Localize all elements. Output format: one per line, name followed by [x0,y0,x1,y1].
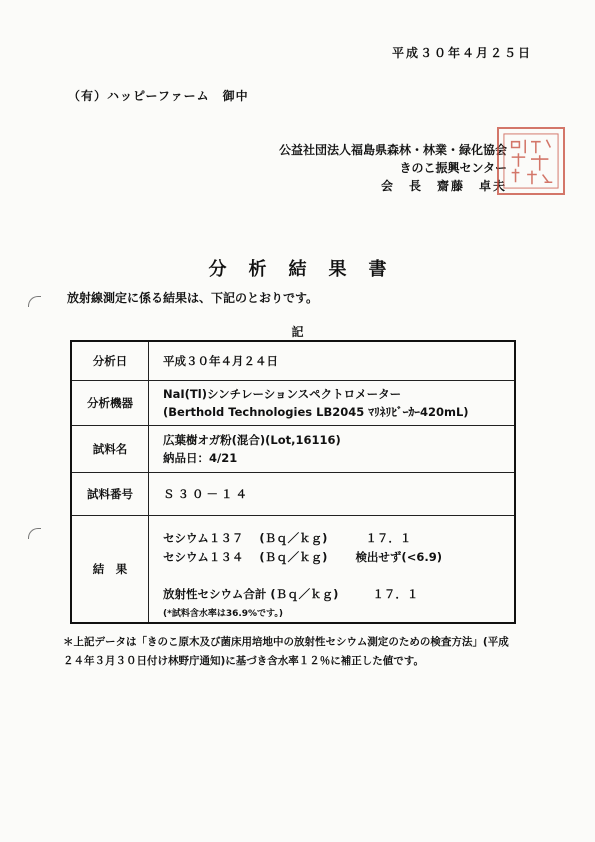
sample-number-label: 試料番号 [71,473,149,516]
intro-text: 放射線測定に係る結果は、下記のとおりです。 [67,291,319,305]
footnote-line-1: ＊上記データは「きのこ原木及び菌床用培地中の放射性セシウム測定のための検査方法」(平成 [63,636,509,648]
results-value [149,516,516,624]
cs137-line [163,530,411,546]
cs134-name: セシウム１３４ [163,550,244,564]
sample-number-value: Ｓ３０－１４ [149,473,516,516]
issuer-department: きのこ振興センター [399,161,507,175]
cs134-value: 検出せず(<6.9) [355,550,442,564]
instrument-label: 分析機器 [71,381,149,426]
cs137-unit: (Ｂｑ／ｋｇ) [259,531,328,545]
cs137-name: セシウム１３７ [163,531,244,545]
moisture-note: (*試料含水率は36.9%です。) [163,609,283,619]
sample-value [149,426,516,473]
ki-heading: 記 [291,325,304,339]
table-row [71,381,515,426]
cs134-unit: (Ｂｑ／ｋｇ) [259,550,328,564]
official-seal-stamp [497,127,565,195]
table-row [71,426,515,473]
table-row [71,516,515,624]
instrument-line-2: (Berthold Technologies LB2045 ﾏﾘﾈﾘﾋﾞｰｶｰ420mL) [163,405,469,419]
document-title: 分析結果書 [208,259,409,280]
issuer-organization: 公益社団法人福島県森林・林業・緑化協会 [278,143,507,157]
total-unit: (Ｂｑ／ｋｇ) [270,587,339,601]
issue-date: 平成３０年４月２５日 [392,46,533,60]
total-line [163,586,418,602]
table-row [71,341,515,381]
sample-label: 試料名 [71,426,149,473]
table-row [71,473,515,516]
instrument-line-1: NaI(Tl)シンチレーションスペクトロメーター [163,387,402,401]
analysis-date-label: 分析日 [71,341,149,381]
total-name: 放射性セシウム合計 [163,587,267,601]
issuer-representative: 会 長 齋藤 卓夫 [380,179,507,193]
punch-hole-mark [28,296,41,307]
addressee: （有）ハッピーファーム 御中 [68,89,249,103]
results-label: 結 果 [71,516,149,624]
sample-line-1: 広葉樹オガ粉(混合)(Lot,16116) [163,433,341,447]
cs137-value: １７．１ [365,531,412,545]
sample-line-2: 納品日：4/21 [163,451,238,465]
seal-pattern-icon [501,132,561,190]
results-table [70,340,516,624]
punch-hole-mark [28,528,41,539]
total-value: １７．１ [372,587,419,601]
analysis-date-value: 平成３０年４月２４日 [149,341,516,381]
instrument-value [149,381,516,426]
cs134-line [163,549,442,565]
footnote-line-2: ２４年３月３０日付け林野庁通知)に基づき含水率１２％に補正した値です。 [63,655,424,667]
